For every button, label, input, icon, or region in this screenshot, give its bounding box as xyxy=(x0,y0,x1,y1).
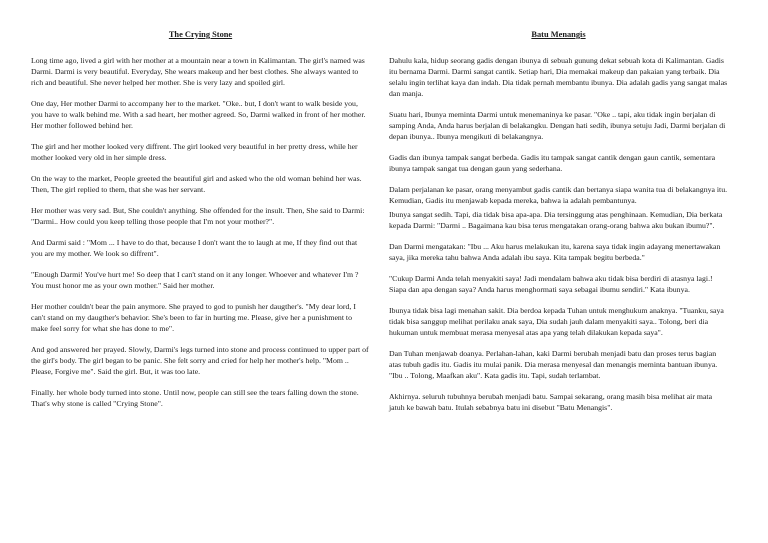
english-paragraph-9: And god answered her prayed. Slowly, Darmi's legs turned into stone and process continued to upper part of the girl's body. The girl began to be panic. She felt sorry and cried for help her mother's help. "Mom .. Please, Forgive me". Said the girl. But, it was too late. xyxy=(31,345,369,376)
indonesian-paragraph-5: Ibunya sangat sedih. Tapi, dia tidak bisa apa-apa. Dia tersinggung atas penghinaan. Kemudian, Dia berkata kepada Darmi: "Darmi .. Bagaimana kau bisa terus mengatakan orang-orang bahwa aku bukan ibumu?". xyxy=(389,210,723,230)
indonesian-paragraph-6: Dan Darmi mengatakan: "Ibu ... Aku harus melakukan itu, karena saya tidak ingin adayang menertawakan saya, jika mereka tahu bahwa Anda adalah ibu saya. Kita tampak begitu berbeda." xyxy=(389,242,721,262)
english-paragraph-1: Long time ago, lived a girl with her mother at a mountain near a town in Kalimantan. The girl's named was Darmi. Darmi is very beautiful. Everyday, She wears makeup and her best clothes. She always wanted to rich and beautiful. She never helped her mother. She is very lazy and spoiled girl. xyxy=(31,56,365,87)
english-paragraph-10: Finally. her whole body turned into stone. Until now, people can still see the tears falling down the stone. That's why stone is called "Crying Stone". xyxy=(31,388,359,408)
english-paragraph-3: The girl and her mother looked very diffrent. The girl looked very beautiful in her pretty dress, while her mother looked very old in her simple dress. xyxy=(31,142,358,162)
english-paragraph-6: And Darmi said : "Mom ... I have to do that, because I don't want the to laugh at me, If they find out that you are my mother. We look so diffrent". xyxy=(31,238,358,258)
indonesian-paragraph-9: Dan Tuhan menjawab doanya. Perlahan-lahan, kaki Darmi berubah menjadi batu dan proses terus bagian atas tubuh gadis itu. Gadis itu mulai panik. Dia merasa menyesal dan menangis meminta bantuan ibunya. "Ibu .. Tolong, Maafkan aku". Kata gadis itu. Tapi, sudah terlambat. xyxy=(389,349,718,380)
english-title: The Crying Stone xyxy=(168,30,233,39)
english-paragraph-7: "Enough Darmi! You've hurt me! So deep that I can't stand on it any longer. Whoever and whatever I'm ? You must honor me as your own mother." Said her mother. xyxy=(31,270,359,290)
english-paragraph-8: Her mother couldn't bear the pain anymore. She prayed to god to punish her daugther's. "My dear lord, I can't stand on my daugther's behavior. She's been to far in hurting me. Please, give her a punishment to make feel sorry for what she has done to me". xyxy=(31,302,356,333)
indonesian-paragraph-4: Dalam perjalanan ke pasar, orang menyambut gadis cantik dan bertanya siapa wanita tua di belakangnya itu. Kemudian, Gadis itu menjawab kepada mereka, bahwa ia adalah pembantunya. xyxy=(389,185,728,205)
english-paragraph-4: On the way to the market, People greeted the beautiful girl and asked who the old woman behind her was. Then, The girl replied to them, that she was her servant. xyxy=(31,174,362,194)
english-paragraph-2: One day, Her mother Darmi to accompany her to the market. "Oke.. but, I don't want to walk beside you, you have to walk behind me. With a sad heart, her mother agreed. So, Darmi walked in front of her mother. Her mother followed behind her. xyxy=(31,99,366,130)
indonesian-paragraph-1: Dahulu kala, hidup seorang gadis dengan ibunya di sebuah gunung dekat sebuah kota di Kalimantan. Gadis itu bernama Darmi. Darmi sangat cantik. Setiap hari, Dia memakai makeup dan pakaian yang terbaik. Dia selalu ingin terlihat kaya dan indah. Dia tidak pernah membantu ibunya. Dia adalah gadis yang sangat malas dan manja. xyxy=(389,56,728,98)
indonesian-paragraph-8: Ibunya tidak bisa lagi menahan sakit. Dia berdoa kepada Tuhan untuk menghukum anaknya. "Tuanku, saya tidak bisa sanggup melihat perilaku anak saya, Dia sudah jauh dalam menyakiti saya.. Tolong, beri dia hukuman untuk membuat merasa menyesal atas apa yang telah dilakukan kepada saya". xyxy=(389,306,724,337)
indonesian-paragraph-2: Suatu hari, Ibunya meminta Darmi untuk menemaninya ke pasar. "Oke .. tapi, aku tidak ingin berjalan di samping Anda, Anda harus berjalan di belakangku. Dengan hati sedih, ibunya setuju Jadi, Darmi berjalan di depan ibunya.. Ibunya mengikuti di belakangnya. xyxy=(389,110,726,141)
indonesian-column xyxy=(389,30,728,423)
english-column xyxy=(31,30,370,419)
indonesian-paragraph-7: "Cukup Darmi Anda telah menyakiti saya! Jadi mendalam bahwa aku tidak bisa berdiri di atasnya lagi.! Siapa dan apa dengan saya? Anda harus menghormati saya sebagai ibumu sendiri." Kata ibunya. xyxy=(389,274,713,294)
english-paragraph-5: Her mother was very sad. But, She couldn't anything. She offended for the insult. Then, She said to Darmi: "Darmi.. How could you keep telling those people that I'm not your mother?". xyxy=(31,206,365,226)
indonesian-paragraph-10: Akhirnya. seluruh tubuhnya berubah menjadi batu. Sampai sekarang, orang masih bisa melihat air mata jatuh ke bawah batu. Itulah sebabnya batu ini disebut "Batu Menangis". xyxy=(389,392,713,412)
indonesian-title: Batu Menangis xyxy=(531,30,586,39)
indonesian-paragraph-3: Gadis dan ibunya tampak sangat berbeda. Gadis itu tampak sangat cantik dengan gaun cantik, sementara ibunya tampak sangat tua dengan gaun yang sederhana. xyxy=(389,153,716,173)
